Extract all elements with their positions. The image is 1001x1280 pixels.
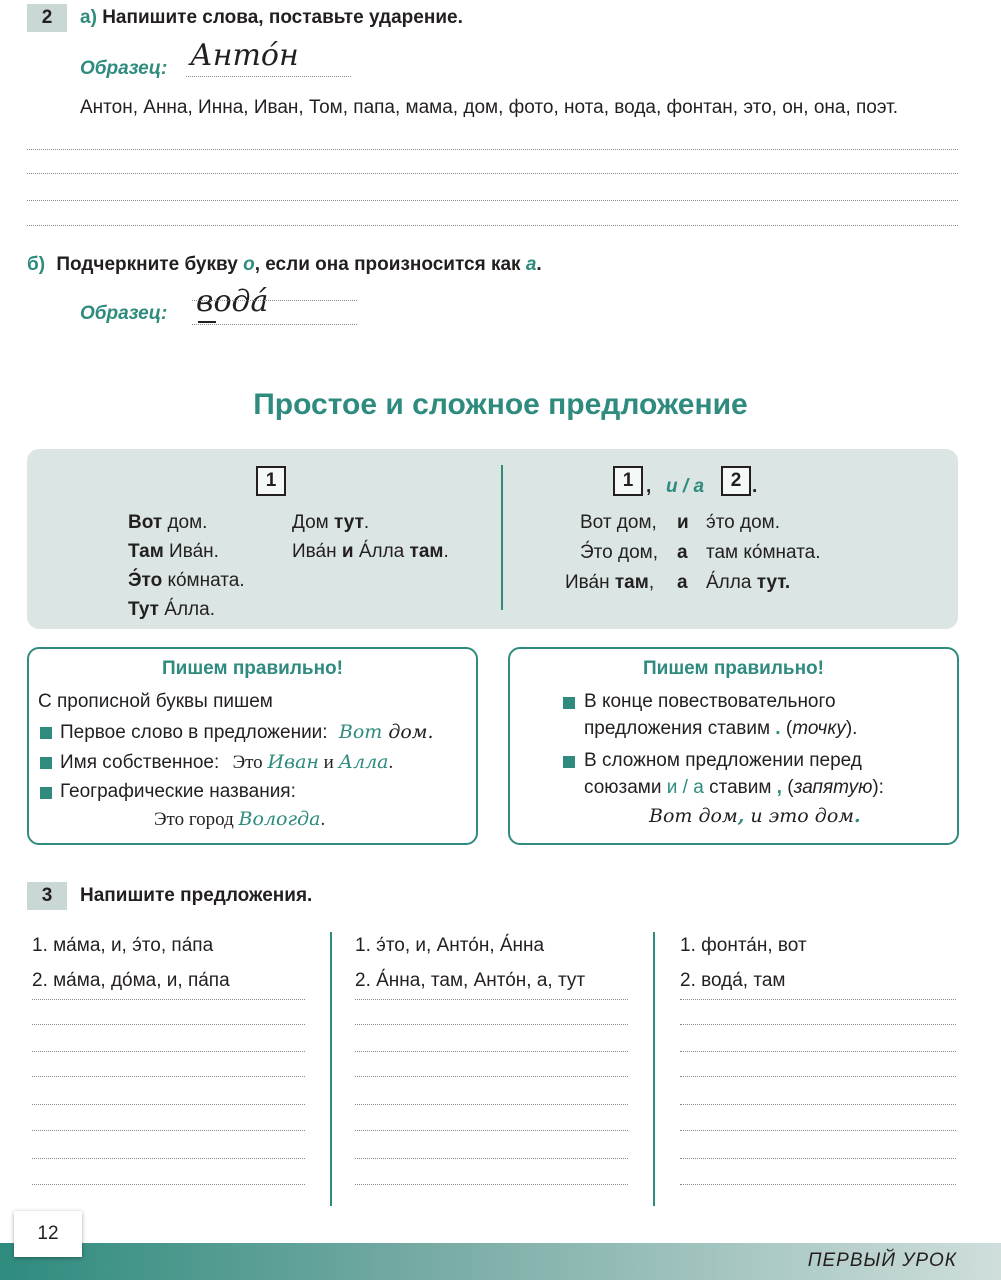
compound-dot: . [752,476,758,497]
bullet-icon [40,727,52,739]
writing-line[interactable] [680,1184,956,1185]
writing-line[interactable] [680,1051,956,1052]
compound-comma: , [646,476,652,497]
example-compound-1c: и [677,512,689,533]
example-compound-1d: э́то дом. [706,512,781,533]
rule-left-item-2: Имя собственное: Это Иван и Алла. [60,751,394,773]
exercise-2a-heading [80,7,463,29]
writing-line[interactable] [355,1104,628,1105]
writing-line[interactable] [32,1024,305,1025]
task-col1-1: 1. ма́ма, и, э́то, па́па [32,935,214,956]
part-b-instruction-end: . [536,254,542,275]
exercise-number-badge: 3 [27,882,67,910]
section-title: Простое и сложное предложение [253,388,748,421]
lesson-title: ПЕРВЫЙ УРОК [807,1250,957,1271]
rule-left-item-3-example: Это город Вологда. [154,808,326,830]
simple-sentence-box: 1 [256,466,286,496]
rule-title-right: Пишем правильно! [643,658,824,679]
writing-line[interactable] [355,1184,628,1185]
part-b-instruction-2: , если она произносится как [254,254,521,275]
writing-line[interactable] [27,149,958,150]
sample-word-anton: Анто́н [190,38,299,73]
sample-line-bottom-b [192,324,357,325]
writing-line[interactable] [680,1130,956,1131]
example-compound-2a: Э́то дом, [580,542,658,563]
example-compound-3a: Ива́н там, [565,572,655,593]
word-list: Антон, Анна, Инна, Иван, Том, папа, мама, дом, фото, нота, вода, фонтан, это, он, она, поэт. [80,97,899,118]
bullet-icon [563,756,575,768]
task-col3-1: 1. фонта́н, вот [680,935,807,956]
sample-line-top-b [192,300,357,301]
panel-divider [501,465,503,610]
exercise-3-heading: Напишите предложения. [80,885,313,906]
compound-conjunctions: и / а [666,476,705,497]
writing-line[interactable] [32,1130,305,1131]
column-divider [330,932,332,1206]
exercise-number-badge: 2 [27,4,67,32]
part-a-label: а) [80,7,97,28]
letter-a: а [525,254,537,275]
writing-line[interactable] [27,225,958,226]
writing-line[interactable] [32,1158,305,1159]
writing-line[interactable] [680,999,956,1000]
part-b-label: б) [27,254,46,275]
bullet-icon [40,757,52,769]
rule-left-intro: С прописной буквы пишем [38,691,273,712]
column-divider [653,932,655,1206]
example-compound-3d: А́лла тут. [706,572,791,593]
writing-line[interactable] [27,200,958,201]
rule-right-item-2-line-1: В сложном предложении перед [584,750,862,771]
rule-right-item-2-line-2: союзами и / а ставим , (запятую): [584,777,884,798]
sample-underline-a [186,76,351,77]
example-compound-2d: там ко́мната. [706,542,821,563]
writing-line[interactable] [32,1104,305,1105]
rule-left-item-1: Первое слово в предложении: Вот дом. [60,721,434,743]
sample-underline-letter [198,321,216,323]
compound-box-2: 2 [721,466,751,496]
writing-line[interactable] [32,1076,305,1077]
task-col2-1: 1. э́то, и, Анто́н, А́нна [355,935,545,956]
example-simple-1: Вот дом. [128,512,208,533]
writing-line[interactable] [32,1051,305,1052]
sample-word-voda: вода́ [196,284,269,319]
example-compound-3c: а [677,572,688,593]
bullet-icon [563,697,575,709]
writing-line[interactable] [355,1024,628,1025]
part-a-instruction: Напишите слова, поставьте ударение. [102,7,463,28]
writing-line[interactable] [32,1184,305,1185]
sample-label-b: Образец: [80,303,168,324]
part-b-instruction-1: Подчеркните букву [56,254,238,275]
example-compound-2c: а [677,542,688,563]
example-simple-2: Там Ива́н. [128,541,219,562]
writing-line[interactable] [355,999,628,1000]
sample-label-a: Образец: [80,58,168,79]
rule-right-example: Вот дом, и это дом. [649,805,861,827]
rule-left-item-3: Географические названия: [60,781,296,802]
writing-line[interactable] [355,1130,628,1131]
task-col2-2: 2. А́нна, там, Анто́н, а, тут [355,970,586,991]
writing-line[interactable] [680,1024,956,1025]
task-col3-2: 2. вода́, там [680,970,786,991]
letter-o: о [243,254,255,275]
exercise-2b-heading [27,254,542,276]
example-compound-1a: Вот дом, [580,512,657,533]
rule-right-item-1-line-1: В конце повествовательного [584,691,836,712]
compound-box-1: 1 [613,466,643,496]
rule-right-item-1-line-2: предложения ставим . (точку). [584,718,858,739]
example-simple-4: Тут А́лла. [128,599,215,620]
example-simple-3: Э́то ко́мната. [128,570,245,591]
writing-line[interactable] [355,1076,628,1077]
page-number: 12 [14,1211,82,1257]
writing-line[interactable] [680,1158,956,1159]
writing-line[interactable] [355,1051,628,1052]
writing-line[interactable] [27,173,958,174]
task-col1-2: 2. ма́ма, до́ма, и, па́па [32,970,230,991]
writing-line[interactable] [355,1158,628,1159]
writing-line[interactable] [680,1076,956,1077]
example-simple-6: Ива́н и А́лла там. [292,541,449,562]
writing-line[interactable] [32,999,305,1000]
writing-line[interactable] [680,1104,956,1105]
rule-title-left: Пишем правильно! [162,658,343,679]
bullet-icon [40,787,52,799]
example-simple-5: Дом тут. [292,512,370,533]
